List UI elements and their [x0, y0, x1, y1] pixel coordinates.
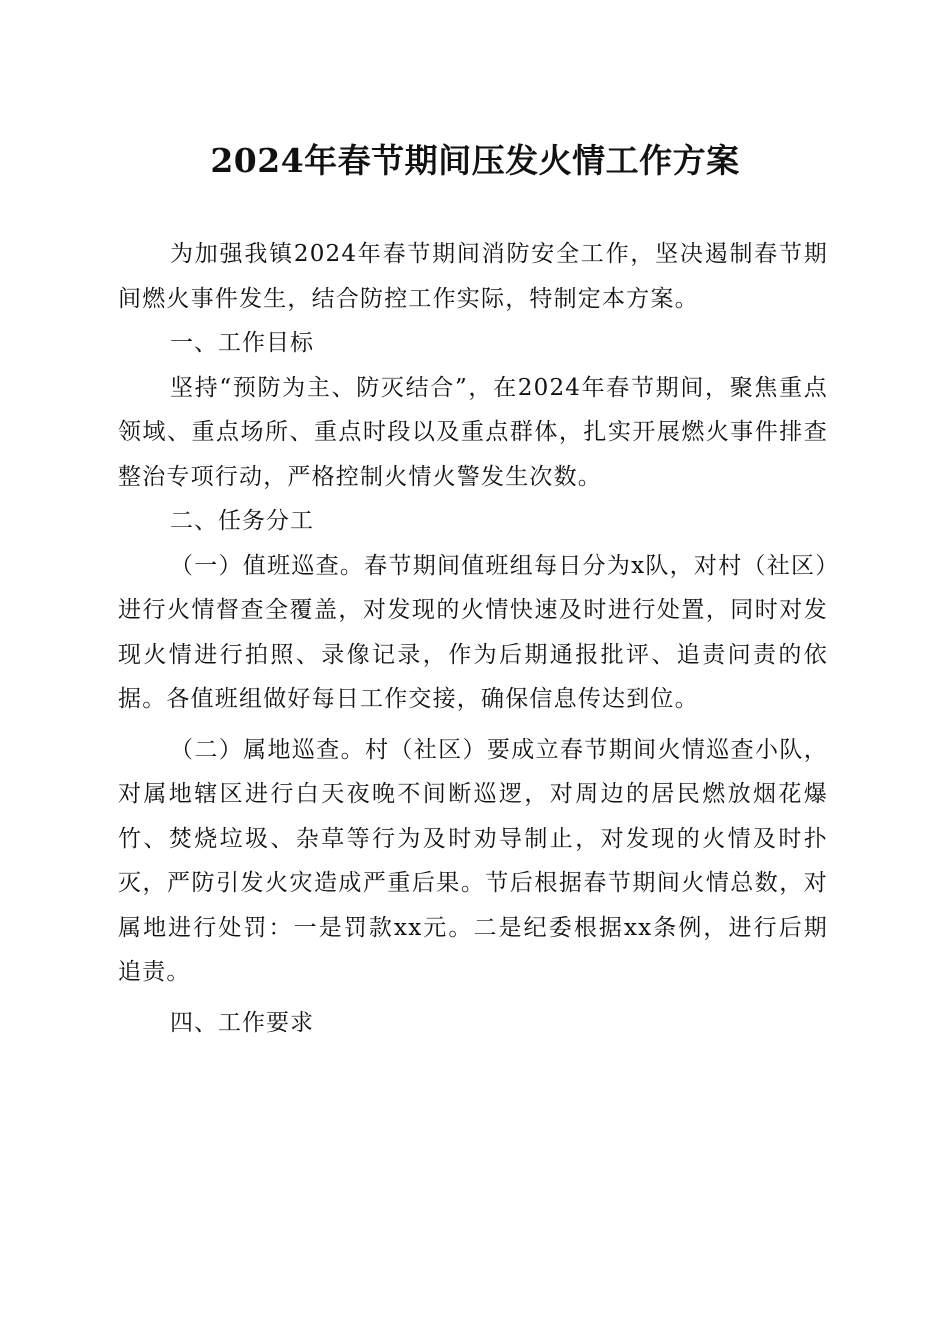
task-item-local-patrol	[118, 728, 828, 995]
section-heading-tasks: 二、任务分工	[170, 508, 314, 534]
document-title: 2024年春节期间压发火情工作方案	[210, 141, 740, 180]
task-item-duty-patrol	[118, 544, 828, 722]
goals-paragraph: 坚持“预防为主、防灭结合”，在2024年春节期间，聚焦重点领域、重点场所、重点时段以及重点群体，扎实开展燃火事件排查整治专项行动，严格控制火情火警发生次数。	[118, 374, 828, 490]
document-body	[118, 232, 828, 1045]
task-item-local-patrol-text: 村（社区）要成立春节期间火情巡查小队，对属地辖区进行白天夜晚不间断巡逻，对周边的居民燃放烟花爆竹、焚烧垃圾、杂草等行为及时劝导制止，对发现的火情及时扑灭，严防引发火灾造成严重后果。节后根据春节期间火情总数，对属地进行处罚：一是罚款xx元。二是纪委根据xx条例，进行后期追责。	[118, 736, 828, 985]
task-item-duty-patrol-lead: （一）值班巡查。	[170, 552, 365, 579]
task-item-duty-patrol-text: 春节期间值班组每日分为x队，对村（社区）进行火情督查全覆盖，对发现的火情快速及时进行处置，同时对发现火情进行拍照、录像记录，作为后期通报批评、追责问责的依据。各值班组做好每日工作交接，确保信息传达到位。	[118, 552, 828, 712]
section-heading-requirements: 四、工作要求	[170, 1009, 314, 1036]
section-heading-goals: 一、工作目标	[170, 330, 314, 356]
task-item-local-patrol-lead: （二）属地巡查。	[170, 736, 366, 763]
intro-paragraph: 为加强我镇2024年春节期间消防安全工作，坚决遏制春节期间燃火事件发生，结合防控工作实际，特制定本方案。	[118, 241, 828, 312]
